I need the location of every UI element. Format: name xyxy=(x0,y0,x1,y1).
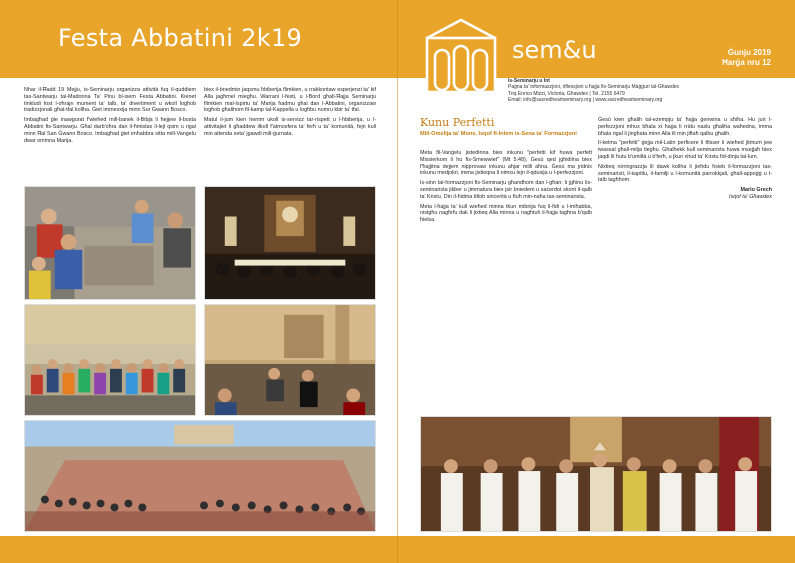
photo-chapel-mass xyxy=(204,186,376,300)
contact-block xyxy=(508,78,768,104)
issue-date: Ġunju 2019 xyxy=(727,48,771,57)
right-column-2 xyxy=(598,117,772,201)
brand-name: sem&u xyxy=(512,36,597,64)
issue-number: Ħarġa nru 12 xyxy=(722,58,771,67)
paragraph: Ġesù kien għalih tal-eżempju ta' ħajja ġenwina u sħiħa. Hu juri l-perfezzjoni mhux bħala xi ħaġa li rridu naslu għaliha waħedna, imma bħala rigal li jingħata minn Alla lil min jiftaħ qalbu għalih. xyxy=(598,117,772,137)
paragraph: Is-sinn tal-formazzjoni fis-Seminarju għandhom dan l-għan: li jgħinu lis-seminarista jikber u jimmatura biex jsir bniedem u saċerdot skont il-qalb ta' Kristu. Din il-ħidma titlob sinċerità u ftuħ min-naħa tas-seminarista. xyxy=(420,180,592,200)
photo-bishop-seminarians xyxy=(420,416,772,532)
paragraph: Meta fil-Vanġelu jistedinna biex inkunu "perfetti kif huwa perfett Missierkom li hu fis-Smewwiet" (Mt 5:48), Ġesù qed jgħidilna biex f'ħajjitna dejjem nipprovaw inkunu aħjar milli aħna. Ġesù ma jridnix inkunu medjokri, imma jixtieqna li nimxu lejn il-qdusija u l-perfezzjoni. xyxy=(420,150,592,177)
contact-line: Triq Enrico Mizzi, Victoria, Għawdex | Tel. 2155 6479 xyxy=(508,90,625,97)
paragraph: Matul il-jum kien hemm ukoll is-servizz tar-rispett u l-ħbiberija, u l-attivitajiet li għaddew ilkoll f'atmosfera ta' ferħ u ta' komunità, fejn kull min attenda seta' jgawdi mill-ġurnata. xyxy=(204,117,376,137)
issue-info xyxy=(722,48,771,68)
contact-name: Is-Seminarju u Int xyxy=(508,78,550,84)
paragraph: Il-kelma "perfetti" ġejja mil-Latin perficere li tfisser li wieħed jitmum jew iwassal għall-milja tiegħu. Għalhekk kull seminarista huwa msejjaħ biex jaqdi lil ħutu b'umiltà u b'ferħ, u jkun xhud ta' Kristu fid-dinja tal-lum. xyxy=(598,140,772,160)
left-column-2 xyxy=(204,87,376,141)
page-gutter xyxy=(397,0,398,563)
article-title: Kunu Perfetti xyxy=(420,116,495,129)
photo-group-courtyard xyxy=(24,304,196,416)
article-subtitle: Mill-Omelija ta' Mons. Isqof fl-Inlem is-Sena ta' Formazzjoni xyxy=(420,131,577,137)
article-heading xyxy=(420,116,592,138)
paragraph: Meta l-ħajja ta' kull wieħed minna tkun mibnija fuq il-fidi u l-imħabba, nistgħu nagħrfu dak li jixtieq Alla minna u nagħtuh il-ħajja tagħna b'qalb ħielsa. xyxy=(420,203,592,224)
signature-role: Isqof ta' Għawdex xyxy=(729,193,772,200)
contact-line: Paġna ta' informazzjoni, riflessjoni u ħajja fis-Seminarju Maġġuri tal-Għawdex xyxy=(508,84,680,91)
seminary-logo-icon xyxy=(423,16,499,96)
paragraph: Imbagħad ġie inawgurat f'wieħed mill-banek il-Bibja li ħejjew il-bosta Abbatini fis-Santwarju. Għal darb'oħra dan il-ħmistax il-lejl qsim u rigal minn Ħal San Ġwann Bosco. Imbagħad ġiet imħabbra sitta mill-Vanġelu dwar ommna Marija. xyxy=(24,117,196,144)
photo-plaza-crowd xyxy=(24,420,376,532)
left-column-1 xyxy=(24,87,196,147)
paragraph: Nhar il-Ħadd 19 Mejju, is-Seminarju organizza attività fuq il-quddiem tas-Santwarju tal-Madonna Ta' Pinu bl-isem Festa Abbatini. Kienet tinkludi fost l-oħrajn mument ta' talb, ta' divertiment u wkoll logħob tradizzjonali għat-tfal kollha. Ġiet immexxija minn Sur Ġwann Bosco. xyxy=(24,87,196,114)
signature-name: Mario Grech xyxy=(740,187,772,194)
photo-children-table xyxy=(24,186,196,300)
contact-line: Email: info@sacredheartseminary.org | www.sacredheartseminary.org xyxy=(508,97,663,104)
paragraph: Nixtieq nirringrazzja lil dawk kollha li jieħdu ħsieb il-formazzjoni tas-seminaristi, il-kapitlu, il-familji u l-komunità parrokkjali, għall-appoġġ u t-talb tagħhom. xyxy=(598,163,772,184)
photo-priest-talk xyxy=(204,304,376,416)
right-column-1 xyxy=(420,150,592,227)
page-title: Festa Abbatini 2k19 xyxy=(58,24,303,52)
paragraph: biex il-bnedmin jaqsmu ħbiberija flimkien, u rrakkontaw esperjenzi ta' kif Alla jagħmel miegħu. Warrani l-festi, u l-Bord għall-Ħajja Seminarju flimkien mal-Ispirtu ta' Marija ħadmu għal dan l-Abbatini, organizzaw logħob għalihom fil-kamp tal-Kappella u logħbu numru kbir ta' tfal. xyxy=(204,87,376,114)
